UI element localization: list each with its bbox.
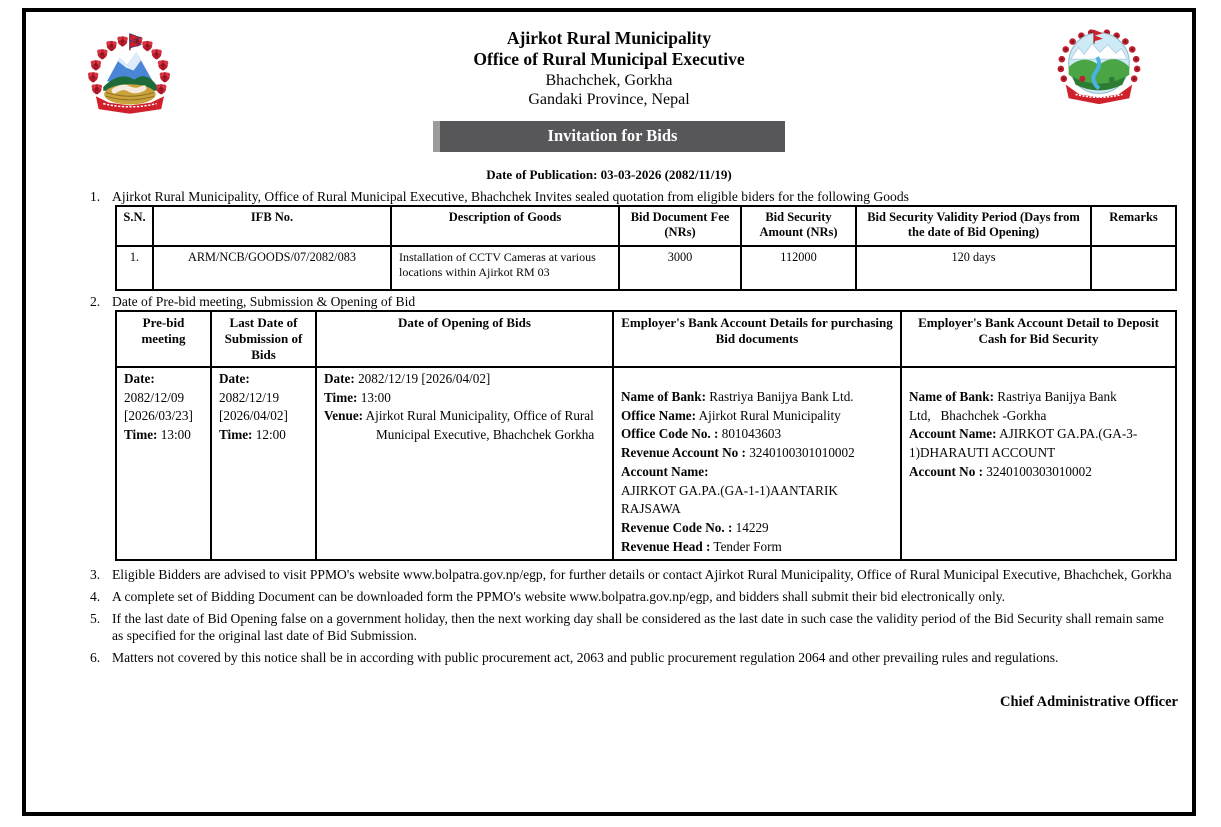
address-line: Bhachchek, Gorkha	[545, 71, 673, 89]
nepal-government-emblem-logo	[82, 30, 176, 122]
cell-doc-fee: 3000	[619, 246, 741, 290]
item-number: 2.	[90, 293, 101, 309]
notice-item-4	[90, 588, 1178, 605]
cell-submission: Date: 2082/12/19 [2026/04/02] Time: 12:00	[211, 367, 316, 560]
signature-title: Chief Administrative Officer	[1000, 694, 1178, 711]
cell-validity: 120 days	[856, 246, 1091, 290]
col-security: Bid Security Amount (NRs)	[741, 206, 856, 246]
goods-table-header-row	[116, 206, 1176, 246]
schedule-table	[115, 310, 1177, 561]
notice-item-5	[90, 610, 1178, 644]
col-submission: Last Date of Submission of Bids	[211, 311, 316, 367]
cell-ifb: ARM/NCB/GOODS/07/2082/083	[153, 246, 391, 290]
goods-table	[115, 205, 1177, 291]
item-text: Ajirkot Rural Municipality, Office of Rural Municipal Executive, Bhachchek Invites sealed quotation from eligible biders for the following Goods	[112, 188, 909, 204]
col-opening: Date of Opening of Bids	[316, 311, 613, 367]
cell-sn: 1.	[116, 246, 153, 290]
banner-title: Invitation for Bids	[547, 125, 678, 145]
cell-description: Installation of CCTV Cameras at various locations within Ajirkot RM 03	[391, 246, 619, 290]
cell-opening: Date: 2082/12/19 [2026/04/02] Time: 13:00 Venue: Ajirkot Rural Municipality, Office of Rural Municipal Executive, Bhachchek Gorkha	[316, 367, 613, 560]
bid-notice-page	[22, 8, 1196, 816]
col-description: Description of Goods	[391, 206, 619, 246]
col-prebid: Pre-bid meeting	[116, 311, 211, 367]
item-text: Date of Pre-bid meeting, Submission & Opening of Bid	[112, 293, 416, 309]
notice-item-2	[90, 293, 1178, 310]
col-bank-deposit: Employer's Bank Account Detail to Deposit Cash for Bid Security	[901, 311, 1176, 367]
notice-item-3	[90, 566, 1178, 583]
col-remarks: Remarks	[1091, 206, 1176, 246]
cell-prebid-meeting: Date: 2082/12/09 [2026/03/23] Time: 13:00	[116, 367, 211, 560]
col-ifb: IFB No.	[153, 206, 391, 246]
item-text: If the last date of Bid Opening false on a government holiday, then the next working day shall be considered as the last date in such case the validity period of the Bid Security shall remain same as specified for the original last date of Bid Submission.	[112, 610, 1164, 643]
cell-security: 112000	[741, 246, 856, 290]
invitation-banner	[433, 121, 785, 152]
schedule-table-header-row	[116, 311, 1176, 367]
cell-remarks	[1091, 246, 1176, 290]
item-text: A complete set of Bidding Document can be downloaded form the PPMO's website www.bolpatra.gov.np/egp, and bidders shall submit their bid electronically only.	[112, 588, 1006, 604]
item-text: Matters not covered by this notice shall be in according with public procurement act, 2063 and public procurement regulation 2064 and other prevailing rules and regulations.	[112, 650, 1059, 666]
office-name: Office of Rural Municipal Executive	[473, 49, 745, 70]
goods-table-row	[116, 246, 1176, 290]
item-text: Eligible Bidders are advised to visit PPMO's website www.bolpatra.gov.np/egp, for further details or contact Ajirkot Rural Municipality, Office of Rural Municipal Executive, Bhachchek, Gorkha	[112, 566, 1172, 582]
col-sn: S.N.	[116, 206, 153, 246]
item-number: 1.	[90, 188, 101, 204]
province-line: Gandaki Province, Nepal	[528, 91, 690, 109]
item-number: 5.	[90, 610, 101, 626]
municipality-seal-logo	[1050, 22, 1148, 112]
publication-date: Date of Publication: 03-03-2026 (2082/11/19)	[486, 166, 732, 182]
cell-bank-purchase: Name of Bank: Rastriya Banijya Bank Ltd. Office Name: Ajirkot Rural Municipality Office Code No. : 801043603 Revenue Account No : 3240100301010002 Account Name: AJIRKOT GA.PA.(GA-1-1)AANTARIK RAJSAWA Revenue Code No. : 14229 Revenue Head : Tender Form	[613, 367, 901, 560]
item-number: 6.	[90, 650, 101, 666]
col-doc-fee: Bid Document Fee (NRs)	[619, 206, 741, 246]
letterhead	[26, 28, 1192, 110]
item-number: 4.	[90, 588, 101, 604]
schedule-table-body-row	[116, 367, 1176, 560]
item-number: 3.	[90, 566, 101, 582]
notice-item-6	[90, 649, 1178, 666]
municipality-name: Ajirkot Rural Municipality	[506, 28, 712, 48]
cell-bank-deposit: Name of Bank: Rastriya Banijya Bank Ltd, Bhachchek -Gorkha Account Name: AJIRKOT GA.PA.(GA-3-1)DHARAUTI ACCOUNT Account No : 3240100303010002	[901, 367, 1176, 560]
col-bank-purchase: Employer's Bank Account Details for purchasing Bid documents	[613, 311, 901, 367]
col-validity: Bid Security Validity Period (Days from the date of Bid Opening)	[856, 206, 1091, 246]
notice-item-1	[90, 188, 1178, 205]
